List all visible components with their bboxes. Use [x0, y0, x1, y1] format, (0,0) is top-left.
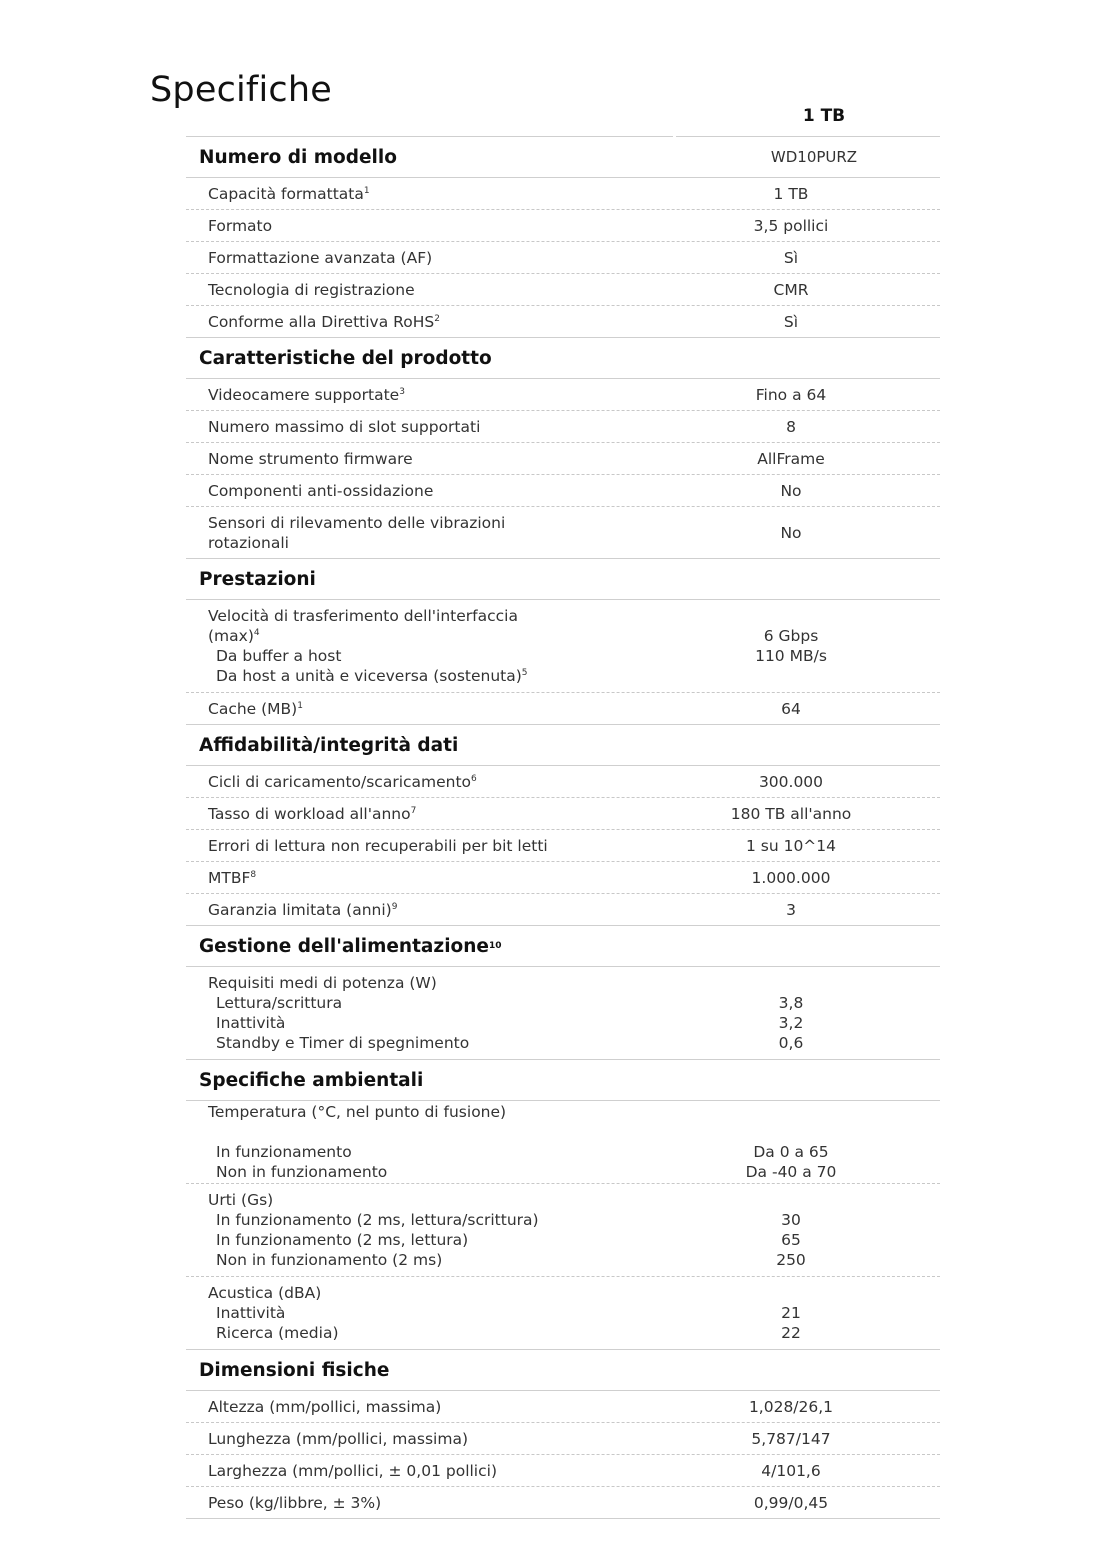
- spec-label: MTBF$^8$: [208, 868, 257, 887]
- spec-row: [186, 210, 940, 241]
- spec-row: [186, 443, 940, 474]
- spec-value: Fino a 64: [755, 385, 827, 404]
- spec-value: 30 65 250: [776, 1211, 806, 1269]
- spec-label: Temperatura (°C, nel punto di fusione) In funzionamento Non in funzionamento: [208, 1103, 507, 1181]
- spec-value: 0,99/0,45: [753, 1493, 829, 1512]
- section-header-performance: Prestazioni: [199, 568, 316, 590]
- spec-row: [186, 274, 940, 305]
- section-header-dimensions: Dimensioni fisiche: [199, 1359, 390, 1381]
- spec-label: Altezza (mm/pollici, massima): [208, 1397, 442, 1416]
- spec-value: 21 22: [781, 1304, 801, 1342]
- spec-row: [186, 1101, 940, 1183]
- section-header-environmental: Specifiche ambientali: [199, 1069, 424, 1091]
- spec-value: 1,028/26,1: [748, 1397, 834, 1416]
- spec-value: 300.000: [758, 772, 824, 791]
- spec-row: [186, 830, 940, 861]
- spec-label: Larghezza (mm/pollici, ± 0,01 pollici): [208, 1461, 497, 1480]
- spec-value: 1.000.000: [751, 868, 831, 887]
- spec-value: 3: [786, 900, 796, 919]
- spec-row: [186, 178, 940, 209]
- spec-value: 64: [781, 699, 801, 718]
- spec-value: Da 0 a 65 Da -40 a 70: [745, 1143, 837, 1181]
- spec-label: Formattazione avanzata (AF): [208, 248, 433, 267]
- spec-label: Tasso di workload all'anno$^7$: [208, 804, 417, 823]
- section-header-features: Caratteristiche del prodotto: [199, 347, 492, 369]
- spec-value: Sì: [783, 312, 799, 331]
- spec-row: [186, 693, 940, 724]
- spec-row: [186, 411, 940, 442]
- spec-row: [186, 1455, 940, 1486]
- spec-label: Componenti anti-ossidazione: [208, 481, 434, 500]
- spec-row: [186, 766, 940, 797]
- spec-row: [186, 242, 940, 273]
- spec-label: Peso (kg/libbre, ± 3%): [208, 1493, 382, 1512]
- spec-label: Tecnologia di registrazione: [208, 280, 415, 299]
- spec-row: [186, 1277, 940, 1349]
- spec-row: [186, 1423, 940, 1454]
- spec-value: 5,787/147: [751, 1429, 831, 1448]
- spec-label: Videocamere supportate$^3$: [208, 385, 405, 404]
- spec-row: [186, 894, 940, 925]
- spec-value: No: [780, 481, 802, 500]
- spec-label: Requisiti medi di potenza (W) Lettura/scrittura Inattività Standby e Timer di spegnimento: [208, 974, 470, 1052]
- spec-label: Acustica (dBA) Inattività Ricerca (media): [208, 1284, 339, 1342]
- spec-value: 6 Gbps 110 MB/s: [755, 627, 827, 665]
- spec-value: 180 TB all'anno: [730, 804, 852, 823]
- spec-label: Sensori di rilevamento delle vibrazioni rotazionali: [208, 513, 506, 552]
- section-header-power: Gestione dell'alimentazione 10: [199, 935, 502, 957]
- section-header-reliability: Affidabilità/integrità dati: [199, 734, 459, 756]
- spec-value: 3,8 3,2 0,6: [778, 994, 804, 1052]
- spec-label: Lunghezza (mm/pollici, massima): [208, 1429, 468, 1448]
- spec-value: 1 TB: [773, 184, 809, 203]
- spec-value: Sì: [783, 248, 799, 267]
- section-header-model: [186, 137, 940, 177]
- spec-label: Formato: [208, 216, 273, 235]
- spec-row: [186, 379, 940, 410]
- spec-row: [186, 475, 940, 506]
- spec-value: 8: [786, 417, 796, 436]
- spec-label: Nome strumento firmware: [208, 449, 413, 468]
- spec-value: AllFrame: [757, 449, 825, 468]
- spec-value: 3,5 pollici: [753, 216, 829, 235]
- spec-label: Errori di lettura non recuperabili per bit letti: [208, 836, 548, 855]
- spec-label: Garanzia limitata (anni)$^9$: [208, 900, 398, 919]
- spec-row: [186, 1487, 940, 1518]
- spec-label: Capacità formattata$^1$: [208, 184, 370, 203]
- page-title: Specifiche: [150, 70, 332, 110]
- spec-label: Cicli di caricamento/scaricamento$^6$: [208, 772, 477, 791]
- spec-row: [186, 967, 940, 1059]
- spec-value: 4/101,6: [761, 1461, 821, 1480]
- spec-label: Urti (Gs) In funzionamento (2 ms, lettura/scrittura) In funzionamento (2 ms, lettura) Non in funzionamento (2 ms): [208, 1191, 539, 1269]
- column-header-capacity: 1 TB: [802, 106, 846, 126]
- spec-row: [186, 862, 940, 893]
- spec-row: [186, 306, 940, 337]
- spec-value: 1 su 10^14: [745, 836, 837, 855]
- model-value: WD10PURZ: [770, 148, 858, 166]
- spec-row: [186, 507, 940, 558]
- spec-label: Numero massimo di slot supportati: [208, 417, 481, 436]
- spec-row: [186, 1184, 940, 1276]
- model-label: Numero di modello: [199, 146, 397, 168]
- spec-row: [186, 600, 940, 692]
- spec-table: [186, 137, 940, 1519]
- spec-value: CMR: [773, 280, 809, 299]
- spec-label: Conforme alla Direttiva RoHS$^2$: [208, 312, 440, 331]
- spec-label: Velocità di trasferimento dell'interfaccia $(\max)^4$ Da buffer a host Da host a unità e viceversa (sostenuta)$^5$: [208, 607, 528, 685]
- spec-value: No: [780, 523, 802, 542]
- spec-row: [186, 798, 940, 829]
- spec-row: [186, 1391, 940, 1422]
- spec-label: Cache (MB)$^1$: [208, 699, 303, 718]
- divider: [186, 1518, 940, 1519]
